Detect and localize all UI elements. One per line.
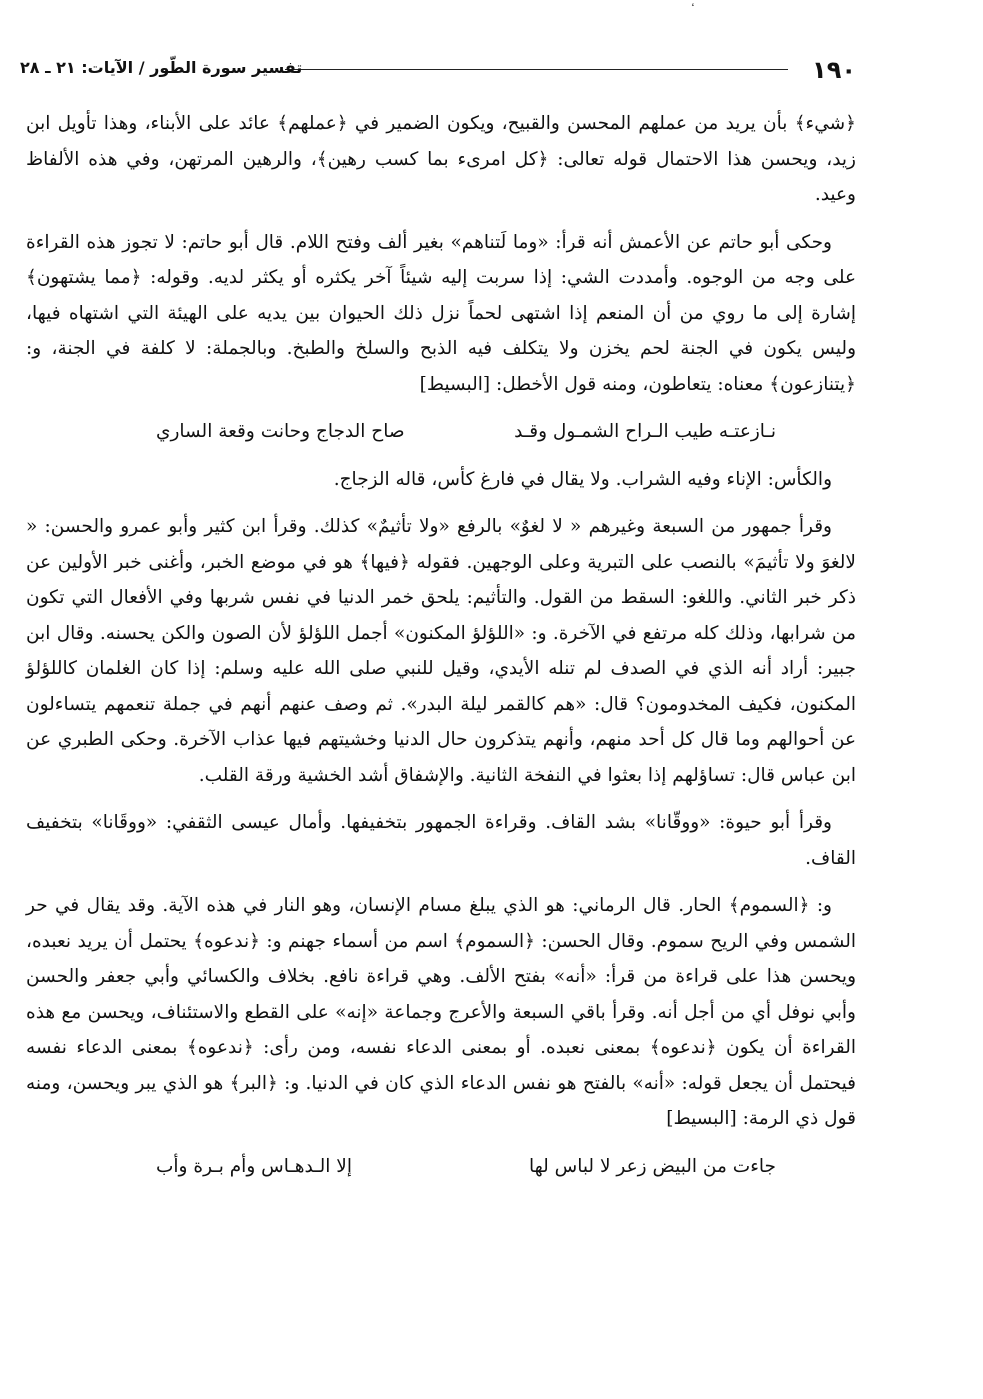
verse: [26, 414, 856, 450]
paragraph: وقرأ جمهور من السبعة وغيرهم « لا لغوٌ» بالرفع «ولا تأثيمٌ» كذلك. وقرأ ابن كثير وأبو عمرو والحسن: « لالغوَ ولا تأثيمَ» بالنصب على التبرية وعلى الوجهين. فقوله ﴿فيها﴾ هو في موضع الخبر، وأغنى خبر الأولين عن ذكر خبر الثاني. واللغو: السقط من القول. والتأثيم: يلحق خمر الدنيا في نفس شربها وفي الأفعال التي تكون من شرابها، وذلك كله مرتفع في الآخرة. و: «اللؤلؤ المكنون» أجمل اللؤلؤ لأن الصون والكن يحسنه. وقال ابن جبير: أراد أنه الذي في الصدف لم تنله الأيدي، وقيل للنبي صلى الله عليه وسلم: إذا كان الغلمان كاللؤلؤ المكنون، فكيف المخدومون؟ قال: «هم كالقمر ليلة البدر». ثم وصف عنهم أنهم في جملة تنعمهم يتساءلون عن أحوالهم وما قال كل أحد منهم، وأنهم يتذكرون حال الدنيا وخشيتهم فيها عذاب الآخرة. وحكى الطبري عن ابن عباس قال: تساؤلهم إذا بعثوا في النفخة الثانية. والإشفاق أشد الخشية ورقة القلب.: [26, 516, 856, 786]
verse-hemistich-left: صاح الدجاج وحانت وقعة الساري: [156, 421, 405, 442]
running-title: تفسير سورة الطّور / الآيات: ٢١ ـ ٢٨: [20, 58, 303, 77]
page-number: ١٩٠: [812, 56, 856, 84]
page-body: [26, 106, 856, 1196]
paragraph: و: ﴿السموم﴾ الحار. قال الرماني: هو الذي يبلغ مسام الإنسان، وهو النار في هذه الآية. وقد يقال في حر الشمس وفي الريح سموم. وقال الحسن: ﴿السموم﴾ اسم من أسماء جهنم و: ﴿ندعوه﴾ يحتمل أن يريد نعبده، ويحسن هذا على قراءة من قرأ: «أنه» بفتح الألف. وهي قراءة نافع. بخلاف والكسائي وأبي جعفر والحسن وأبي نوفل أي من أجل أنه. وقرأ باقي السبعة والأعرج وجماعة «إنه» على القطع والاستئناف، ويحسن مع هذه القراءة أن يكون ﴿ندعوه﴾ بمعنى نعبده. أو بمعنى الدعاء نفسه، ومن رأى: ﴿ندعوه﴾ بمعنى الدعاء نفسه فيحتمل أن يجعل قوله: «أنه» بالفتح هو نفس الدعاء الذي كان في الدنيا. و: ﴿البر﴾ هو الذي يبر ويحسن، ومنه قول ذي الرمة: [البسيط]: [26, 895, 856, 1129]
page-header: [20, 56, 856, 86]
paragraph: ﴿شيء﴾ بأن يريد من عملهم المحسن والقبيح، ويكون الضمير في ﴿عملهم﴾ عائد على الأبناء، وهذا تأويل ابن زيد، ويحسن هذا الاحتمال قوله تعالى: ﴿كل امرىء بما كسب رهين﴾، والرهين المرتهن، وفي هذه الألفاظ وعيد.: [26, 113, 856, 205]
paragraph: وحكى أبو حاتم عن الأعمش أنه قرأ: «وما لَتناهم» بغير ألف وفتح اللام. قال أبو حاتم: لا تجوز هذه القراءة على وجه من الوجوه. وأمددت الشي: إذا سربت إليه شيئاً آخر يكثره أو يكثر لديه. وقوله: ﴿مما يشتهون﴾ إشارة إلى ما روي من أن المنعم إذا اشتهى لحماً نزل ذلك الحيوان بين يديه على الهيئة التي اشتهاه فيها، وليس يكون في الجنة لحم يخزن ولا يتكلف فيه الذبح والسلخ والطبخ. وبالجملة: لا كلفة في الجنة، و: ﴿يتنازعون﴾ معناه: يتعاطون، ومنه قول الأخطل: [البسيط]: [26, 231, 856, 395]
header-rule: [285, 69, 788, 70]
verse-hemistich-right: جاءت من البيض زعر لا لباس لها: [528, 1155, 776, 1177]
verse-hemistich-left: إلا الـدهـاس وأم بـرة وأب: [156, 1155, 353, 1177]
paragraph: والكأس: الإناء وفيه الشراب. ولا يقال في فارغ كأس، قاله الزجاج.: [333, 468, 832, 490]
paragraph: وقرأ أبو حيوة: «ووقّانا» بشد القاف. وقراءة الجمهور بتخفيفها. وأمال عيسى الثقفي: «ووقَانا» بتخفيف القاف.: [26, 812, 856, 869]
verse: [26, 1149, 856, 1185]
verse-hemistich-right: نـازعتـه طيب الـراح الشمـول وقـد: [514, 421, 776, 442]
